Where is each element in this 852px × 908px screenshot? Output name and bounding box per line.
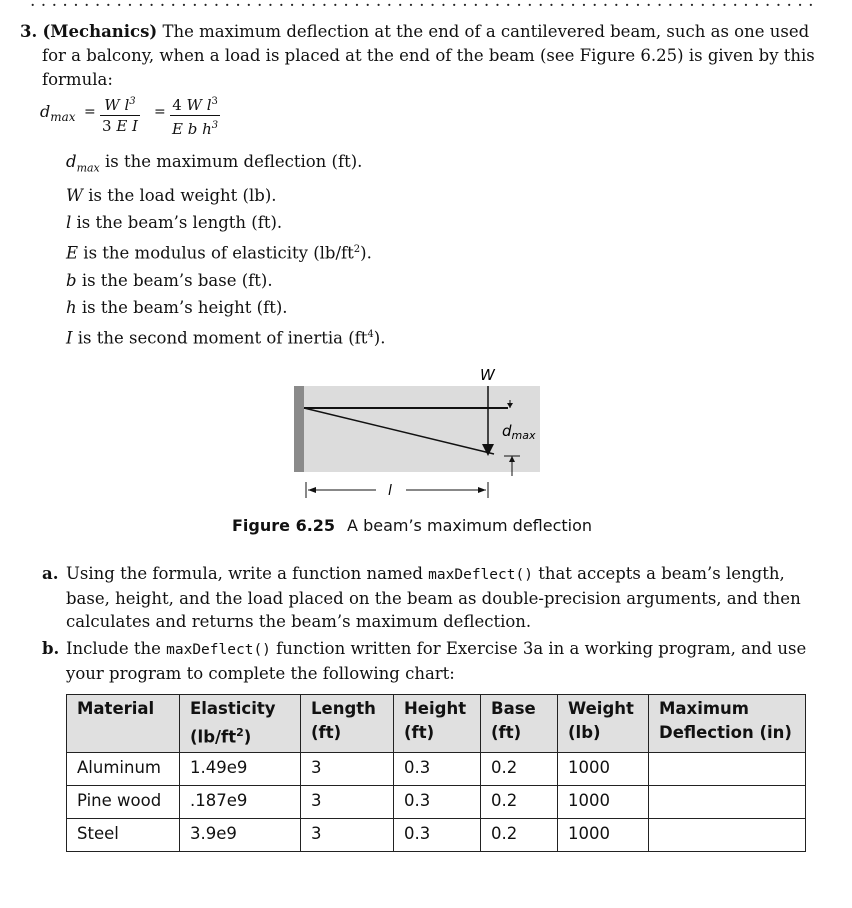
th-weight: Weight (lb) <box>558 695 649 753</box>
code-maxdeflect-b: maxDeflect() <box>166 642 271 658</box>
cell-base: 0.2 <box>481 818 558 851</box>
cut-off-previous-line: . . . . . . . . . . . . . . . . . . . . . . . . . . . . . . . . . . . . . . . . . . . . . . . . . . . . . . . . . . . . . . . . . . . . . . . . . <box>30 0 814 10</box>
problem-number: 3. <box>20 22 38 41</box>
cell-max-deflection <box>649 785 806 818</box>
length-arrowhead-left <box>308 487 316 493</box>
label-w: W <box>480 366 495 384</box>
results-table <box>66 694 806 852</box>
cell-weight: 1000 <box>558 818 649 851</box>
def-l: l is the beam’s length (ft). <box>66 212 283 232</box>
part-b: b. Include the maxDeflect() function written for Exercise 3a in a working program, and use your program to complete the following chart: <box>42 639 807 683</box>
length-arrowhead-right <box>478 487 486 493</box>
cell-material: Steel <box>67 818 180 851</box>
problem-topic: (Mechanics) <box>42 22 158 41</box>
part-a-label: a. <box>42 564 59 583</box>
cell-material: Pine wood <box>67 785 180 818</box>
exercise-parts <box>42 562 818 689</box>
cell-base: 0.2 <box>481 785 558 818</box>
cell-length: 3 <box>301 785 394 818</box>
th-elasticity: Elasticity $(lb/ft^2)$ <box>180 695 301 753</box>
problem-intro-line2: for a balcony, when a load is placed at the end of the beam (see Figure 6.25) is given by this <box>42 46 815 65</box>
problem-statement <box>20 20 820 92</box>
table-header-row <box>67 695 806 753</box>
th-length: Length (ft) <box>301 695 394 753</box>
caption-text: A beam’s maximum deflection <box>347 516 593 535</box>
def-e: E is the modulus of elasticity $(lb/ft^2)$. <box>66 243 372 263</box>
cell-elasticity: 1.49e9 <box>180 752 301 785</box>
cell-max-deflection <box>649 752 806 785</box>
cell-weight: 1000 <box>558 752 649 785</box>
th-material: Material <box>67 695 180 753</box>
formula-equals-1: = <box>84 104 96 120</box>
caption-number: Figure 6.25 <box>232 516 336 535</box>
def-b: b is the beam’s base (ft). <box>66 270 273 290</box>
cell-weight: 1000 <box>558 785 649 818</box>
th-height: Height (ft) <box>394 695 481 753</box>
cell-elasticity: 3.9e9 <box>180 818 301 851</box>
part-a: a. Using the formula, write a function named maxDeflect() that accepts a beam’s length, base, height, and the load placed on the beam as double-precision arguments, and then calculates and returns the beam’s maximum deflection. <box>42 564 801 631</box>
def-h: h is the beam’s height (ft). <box>66 297 288 317</box>
figure-caption <box>232 516 592 535</box>
th-base: Base (ft) <box>481 695 558 753</box>
cell-length: 3 <box>301 818 394 851</box>
cell-max-deflection <box>649 818 806 851</box>
cell-height: 0.3 <box>394 785 481 818</box>
table-row <box>67 818 806 851</box>
def-dmax: $d_{max}$ is the maximum deflection (ft). <box>66 152 363 175</box>
formula-dmax: $d_{max}$ <box>40 102 76 125</box>
problem-intro-line1: The maximum deflection at the end of a cantilevered beam, such as one used <box>162 22 810 41</box>
cell-material: Aluminum <box>67 752 180 785</box>
cell-length: 3 <box>301 752 394 785</box>
beam-diagram <box>280 358 580 508</box>
def-w: W is the load weight (lb). <box>66 185 277 205</box>
table-row <box>67 785 806 818</box>
code-maxdeflect-a: maxDeflect() <box>428 567 533 583</box>
cell-height: 0.3 <box>394 818 481 851</box>
formula-fraction-1: $\frac{W l^3}{\text{3 E I}}$ <box>100 92 140 136</box>
cell-height: 0.3 <box>394 752 481 785</box>
formula-equals-2: = <box>154 104 166 120</box>
part-b-label: b. <box>42 639 60 658</box>
def-i: I is the second moment of inertia $(ft^4)$. <box>66 328 386 348</box>
variable-definitions <box>66 148 385 352</box>
problem-intro-line3: formula: <box>42 70 113 89</box>
wall-support <box>294 386 304 472</box>
cell-elasticity: .187e9 <box>180 785 301 818</box>
cell-base: 0.2 <box>481 752 558 785</box>
label-l: l <box>388 483 392 499</box>
label-dmax: $d_{max}$ <box>502 422 536 442</box>
formula-fraction-2: $\frac{4 W l^3}{E b h^3}$ <box>170 92 220 139</box>
table-row <box>67 752 806 785</box>
th-max-deflection: Maximum Deflection (in) <box>649 695 806 753</box>
deflection-formula <box>40 92 300 142</box>
